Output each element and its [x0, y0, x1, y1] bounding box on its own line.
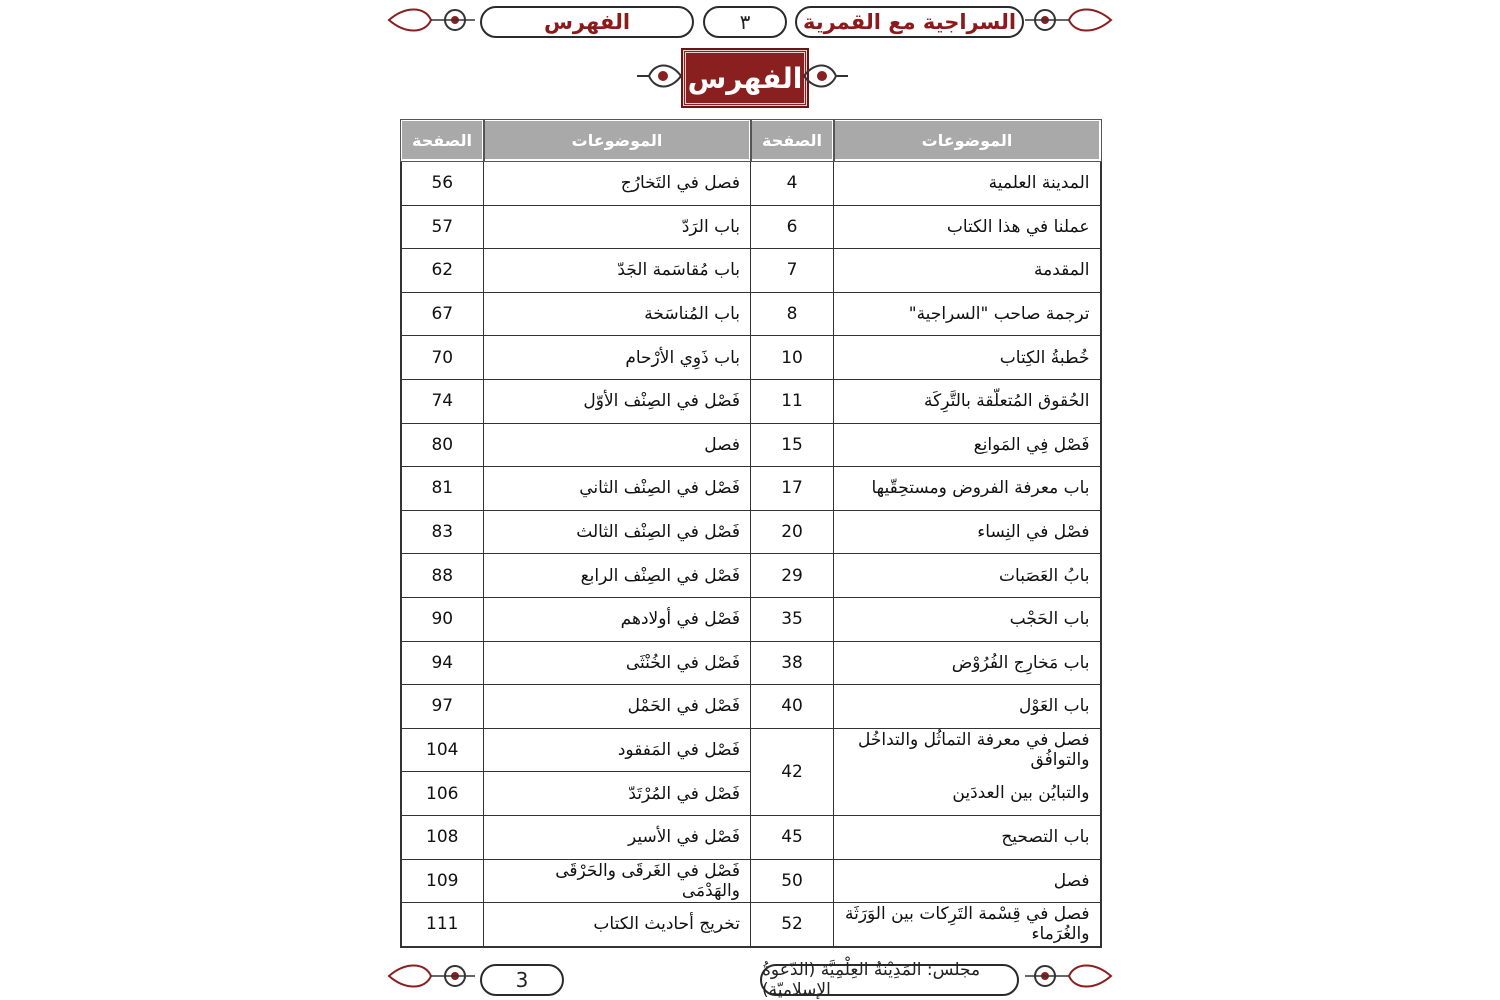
footer-ornament-right-icon	[1025, 960, 1115, 992]
topic-cell: فَصْل في المَفقود	[484, 728, 751, 772]
title-ornament-right-icon	[802, 56, 850, 96]
page-cell: 8	[751, 292, 834, 336]
topic-cell: خُطبةُ الكِتاب	[834, 336, 1101, 380]
header-section-title: الفهرس	[480, 6, 694, 38]
topic-cell: فصل	[834, 859, 1101, 903]
page-cell: 7	[751, 249, 834, 293]
table-row	[401, 292, 1101, 336]
table-row	[401, 685, 1101, 729]
page-cell: 97	[401, 685, 484, 729]
topic-cell: فَصْل في الحَمْل	[484, 685, 751, 729]
topic-cell: فَصْل في الصِنْف الثاني	[484, 467, 751, 511]
footer-page-number: 3	[480, 964, 564, 996]
topic-cell: فصل	[484, 423, 751, 467]
table-row	[401, 205, 1101, 249]
page-cell: 45	[751, 815, 834, 859]
page-header	[385, 2, 1115, 36]
page-cell: 6	[751, 205, 834, 249]
page-cell: 83	[401, 510, 484, 554]
page-cell: 88	[401, 554, 484, 598]
page-cell: 67	[401, 292, 484, 336]
topic-cell: فَصْل في المُرْتَدّ	[484, 772, 751, 816]
page-cell: 62	[401, 249, 484, 293]
topic-cell: فصْل في النِساء	[834, 510, 1101, 554]
page-cell: 111	[401, 903, 484, 947]
page-cell: 11	[751, 379, 834, 423]
page	[385, 0, 1115, 1000]
topic-cell: باب معرفة الفروض ومستحِقّيها	[834, 467, 1101, 511]
index-table	[399, 118, 1102, 948]
page-cell: 15	[751, 423, 834, 467]
topic-cell: المدينة العلمية	[834, 161, 1101, 206]
page-cell: 42	[751, 728, 834, 815]
topic-cell: باب مُقاسَمة الجَدّ	[484, 249, 751, 293]
topic-cell: فَصْل في أولادهم	[484, 597, 751, 641]
page-cell: 106	[401, 772, 484, 816]
page-cell: 56	[401, 161, 484, 206]
topic-cell: باب العَوْل	[834, 685, 1101, 729]
page-cell: 50	[751, 859, 834, 903]
topic-cell: فصل في معرفة التماثُل والتداخُل والتوافُق	[834, 728, 1101, 772]
page-cell: 109	[401, 859, 484, 903]
page-footer	[385, 960, 1115, 1000]
topic-cell: الحُقوق المُتعلّقة بالتَّرِكَة	[834, 379, 1101, 423]
table-row	[401, 336, 1101, 380]
table-row	[401, 597, 1101, 641]
topic-cell: فَصْل في الصِنْف الأوّل	[484, 379, 751, 423]
topic-cell: والتبايُن بين العددَين	[834, 772, 1101, 816]
table-row	[401, 903, 1101, 947]
page-cell: 4	[751, 161, 834, 206]
page-cell: 40	[751, 685, 834, 729]
title-banner	[635, 48, 850, 104]
page-cell: 20	[751, 510, 834, 554]
topic-cell: فَصْل في الصِنْف الثالث	[484, 510, 751, 554]
topic-cell: باب الحَجْب	[834, 597, 1101, 641]
topic-cell: فَصْل فِي المَوانِع	[834, 423, 1101, 467]
table-row	[401, 815, 1101, 859]
topic-cell: بابُ العَصَبات	[834, 554, 1101, 598]
col-header-page-right: الصفحة	[751, 120, 834, 161]
topic-cell: فَصْل في الخُنْثَى	[484, 641, 751, 685]
page-cell: 74	[401, 379, 484, 423]
topic-cell: باب ذَوِي الأرْحام	[484, 336, 751, 380]
header-page-number: ٣	[703, 6, 787, 38]
title-ornament-left-icon	[635, 56, 683, 96]
topic-cell: تخريج أحاديث الكتاب	[484, 903, 751, 947]
topic-cell: ترجمة صاحب "السراجية"	[834, 292, 1101, 336]
footer-ornament-left-icon	[385, 960, 475, 992]
topic-cell: فصل في التَخارُج	[484, 161, 751, 206]
footer-publisher: مجلس: المَدِيْنَةُ العِلْمِيَّة (الدّعوةُ الإسلاميّة)	[760, 964, 1019, 996]
page-cell: 17	[751, 467, 834, 511]
topic-cell: باب المُناسَخة	[484, 292, 751, 336]
header-book-title: السراجية مع القمرية	[795, 6, 1024, 38]
page-cell: 38	[751, 641, 834, 685]
table-row	[401, 728, 1101, 772]
page-title: الفهرس	[683, 50, 807, 106]
topic-cell: باب التصحيح	[834, 815, 1101, 859]
page-cell: 94	[401, 641, 484, 685]
page-cell: 70	[401, 336, 484, 380]
table-row	[401, 379, 1101, 423]
table-row	[401, 641, 1101, 685]
table-row	[401, 423, 1101, 467]
page-cell: 90	[401, 597, 484, 641]
topic-cell: فَصْل في الغَرقَى والحَرْقَى والهَدْمَى	[484, 859, 751, 903]
table-row	[401, 161, 1101, 206]
table-header-row	[401, 120, 1101, 161]
topic-cell: باب مَخارِج الفُرُوْض	[834, 641, 1101, 685]
table-row	[401, 554, 1101, 598]
page-cell: 35	[751, 597, 834, 641]
topic-cell: فَصْل في الصِنْف الرابع	[484, 554, 751, 598]
page-cell: 81	[401, 467, 484, 511]
page-cell: 104	[401, 728, 484, 772]
page-cell: 52	[751, 903, 834, 947]
table-row	[401, 510, 1101, 554]
table-row	[401, 467, 1101, 511]
page-cell: 80	[401, 423, 484, 467]
topic-cell: المقدمة	[834, 249, 1101, 293]
col-header-topics-left: الموضوعات	[484, 120, 751, 161]
page-cell: 108	[401, 815, 484, 859]
topic-cell: فصل في قِسْمة التَرِكات بين الوَرَثَة والغُرَماء	[834, 903, 1101, 947]
page-cell: 29	[751, 554, 834, 598]
topic-cell: عملنا في هذا الكتاب	[834, 205, 1101, 249]
table-row	[401, 249, 1101, 293]
ornament-right-icon	[1025, 4, 1115, 36]
topic-cell: باب الرَدّ	[484, 205, 751, 249]
page-cell: 57	[401, 205, 484, 249]
ornament-left-icon	[385, 4, 475, 36]
table-row	[401, 859, 1101, 903]
topic-cell: فَصْل في الأسير	[484, 815, 751, 859]
col-header-page-left: الصفحة	[401, 120, 484, 161]
col-header-topics-right: الموضوعات	[834, 120, 1101, 161]
page-cell: 10	[751, 336, 834, 380]
